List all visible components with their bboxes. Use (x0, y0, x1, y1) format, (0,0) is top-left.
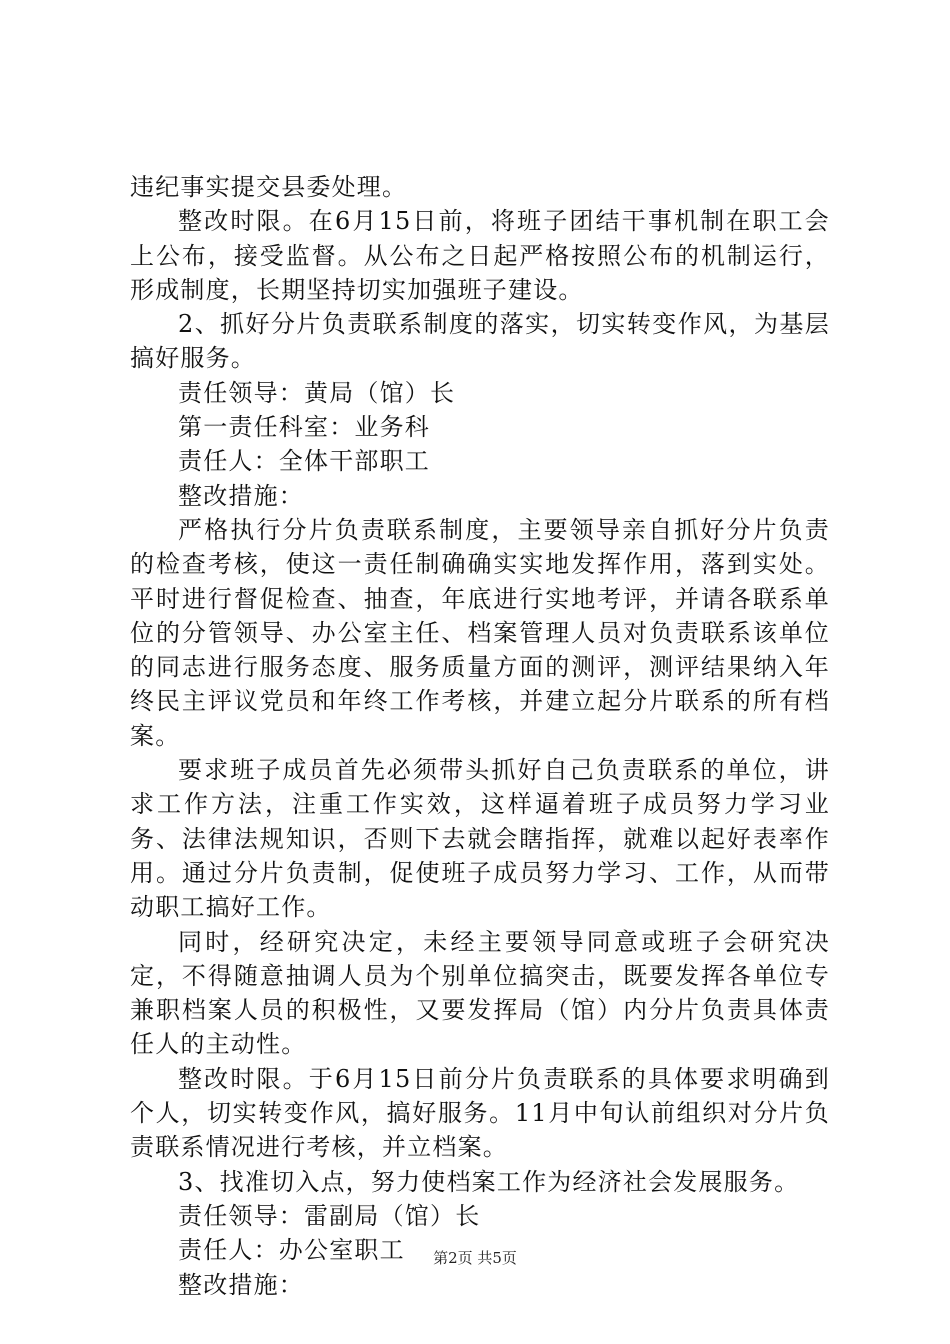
page-number-footer: 第2页 共5页 (433, 1249, 517, 1267)
paragraph: 整改时限。在6月15日前，将班子团结干事机制在职工会上公布，接受监督。从公布之日起严格按照公布的机制运行，形成制度，长期坚持切实加强班子建设。 (130, 207, 830, 304)
paragraph: 责任人：全体干部职工 (178, 447, 430, 476)
paragraph: 违纪事实提交县委处理。 (130, 173, 408, 201)
paragraph: 整改措施： (178, 1270, 304, 1299)
paragraph: 严格执行分片负责联系制度，主要领导亲自抓好分片负责的检查考核，使这一责任制确确实实地发挥作用，落到实处。平时进行督促检查、抽查，年底进行实地考评，并请各联系单位的分管领导、办公室主任、档案管理人员对负责联系该单位的同志进行服务态度、服务质量方面的测评，测评结果纳入年终民主评议党员和年终工作考核，并建立起分片联系的所有档案。 (130, 515, 830, 750)
paragraph: 责任领导：雷副局（馆）长 (178, 1201, 481, 1230)
paragraph: 2、抓好分片负责联系制度的落实，切实转变作风，为基层搞好服务。 (130, 310, 830, 373)
document-body (130, 170, 830, 1302)
paragraph: 责任人：办公室职工 (178, 1236, 405, 1265)
paragraph: 整改时限。于6月15日前分片负责联系的具体要求明确到个人，切实转变作风，搞好服务。11月中旬认前组织对分片负责联系情况进行考核，并立档案。 (130, 1064, 830, 1162)
paragraph: 整改措施： (178, 481, 304, 510)
paragraph: 第一责任科室：业务科 (178, 413, 430, 442)
paragraph: 要求班子成员首先必须带头抓好自己负责联系的单位，讲求工作方法，注重工作实效，这样逼着班子成员努力学习业务、法律法规知识，否则下去就会瞎指挥，就难以起好表率作用。通过分片负责制，促使班子成员努力学习、工作，从而带动职工搞好工作。 (130, 756, 830, 922)
paragraph: 同时，经研究决定，未经主要领导同意或班子会研究决定，不得随意抽调人员为个别单位搞突击，既要发挥各单位专兼职档案人员的积极性，又要发挥局（馆）内分片负责具体责任人的主动性。 (130, 927, 830, 1059)
paragraph: 责任领导：黄局（馆）长 (178, 378, 456, 407)
paragraph: 3、找准切入点，努力使档案工作为经济社会发展服务。 (178, 1167, 800, 1196)
